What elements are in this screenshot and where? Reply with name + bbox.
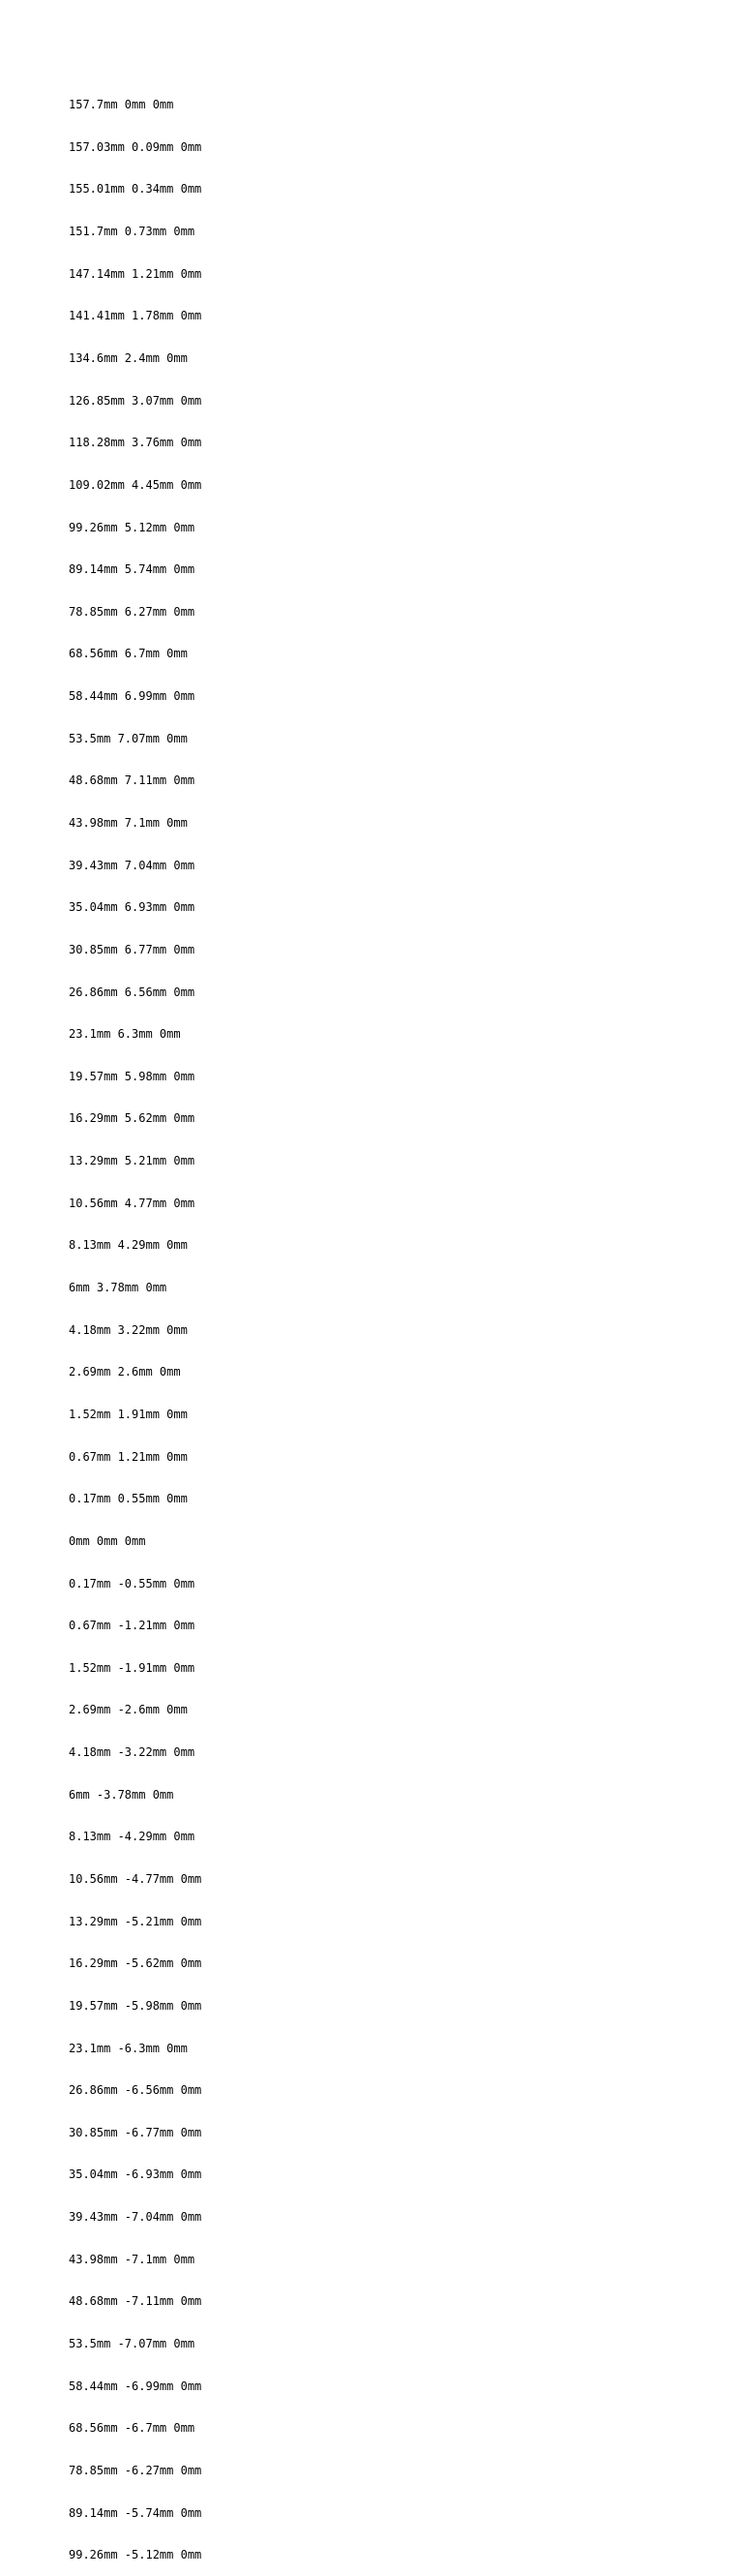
coordinate-line: 30.85mm 6.77mm 0mm bbox=[69, 942, 195, 956]
coordinate-line: 10.56mm 4.77mm 0mm bbox=[69, 1196, 195, 1210]
coordinate-line: 157.7mm 0mm 0mm bbox=[69, 98, 174, 112]
coordinate-line: 23.1mm 6.3mm 0mm bbox=[69, 1027, 181, 1042]
coordinate-line: 141.41mm 1.78mm 0mm bbox=[69, 309, 202, 323]
coordinate-line: 155.01mm 0.34mm 0mm bbox=[69, 182, 202, 197]
coordinate-line: 4.18mm -3.22mm 0mm bbox=[69, 1745, 195, 1760]
coordinate-line: 53.5mm 7.07mm 0mm bbox=[69, 731, 188, 745]
coordinate-line: 19.57mm -5.98mm 0mm bbox=[69, 1998, 202, 2013]
coordinate-line: 4.18mm 3.22mm 0mm bbox=[69, 1322, 188, 1337]
coordinate-line: 8.13mm -4.29mm 0mm bbox=[69, 1830, 195, 1844]
coordinate-line: 0.67mm -1.21mm 0mm bbox=[69, 1619, 195, 1633]
coordinate-line: 43.98mm 7.1mm 0mm bbox=[69, 815, 188, 830]
coordinate-line: 30.85mm -6.77mm 0mm bbox=[69, 2125, 202, 2139]
coordinate-line: 78.85mm 6.27mm 0mm bbox=[69, 604, 195, 619]
coordinate-line: 109.02mm 4.45mm 0mm bbox=[69, 477, 202, 492]
coordinate-line: 151.7mm 0.73mm 0mm bbox=[69, 225, 195, 239]
coordinate-line: 0.67mm 1.21mm 0mm bbox=[69, 1449, 188, 1464]
coordinate-line: 134.6mm 2.4mm 0mm bbox=[69, 350, 188, 365]
coordinate-list bbox=[69, 70, 201, 2576]
coordinate-line: 6mm -3.78mm 0mm bbox=[69, 1787, 174, 1802]
coordinate-line: 68.56mm -6.7mm 0mm bbox=[69, 2421, 195, 2436]
coordinate-line: 99.26mm 5.12mm 0mm bbox=[69, 520, 195, 534]
coordinate-line: 35.04mm -6.93mm 0mm bbox=[69, 2167, 202, 2182]
coordinate-line: 0mm 0mm 0mm bbox=[69, 1533, 146, 1548]
coordinate-line: 157.03mm 0.09mm 0mm bbox=[69, 139, 202, 154]
coordinate-line: 2.69mm -2.6mm 0mm bbox=[69, 1703, 188, 1717]
coordinate-line: 8.13mm 4.29mm 0mm bbox=[69, 1238, 188, 1253]
coordinate-line: 6mm 3.78mm 0mm bbox=[69, 1281, 167, 1295]
coordinate-line: 53.5mm -7.07mm 0mm bbox=[69, 2337, 195, 2351]
coordinate-line: 68.56mm 6.7mm 0mm bbox=[69, 647, 188, 661]
coordinate-line: 0.17mm -0.55mm 0mm bbox=[69, 1576, 195, 1591]
coordinate-line: 39.43mm 7.04mm 0mm bbox=[69, 858, 195, 872]
coordinate-line: 58.44mm -6.99mm 0mm bbox=[69, 2379, 202, 2393]
coordinate-line: 89.14mm -5.74mm 0mm bbox=[69, 2505, 202, 2520]
coordinate-line: 2.69mm 2.6mm 0mm bbox=[69, 1365, 181, 1379]
coordinate-line: 89.14mm 5.74mm 0mm bbox=[69, 562, 195, 577]
coordinate-line: 39.43mm -7.04mm 0mm bbox=[69, 2210, 202, 2225]
coordinate-line: 0.17mm 0.55mm 0mm bbox=[69, 1492, 188, 1506]
coordinate-line: 58.44mm 6.99mm 0mm bbox=[69, 689, 195, 704]
coordinate-line: 147.14mm 1.21mm 0mm bbox=[69, 266, 202, 281]
coordinate-line: 126.85mm 3.07mm 0mm bbox=[69, 393, 202, 408]
coordinate-line: 16.29mm 5.62mm 0mm bbox=[69, 1111, 195, 1126]
coordinate-line: 43.98mm -7.1mm 0mm bbox=[69, 2252, 195, 2266]
coordinate-line: 48.68mm 7.11mm 0mm bbox=[69, 773, 195, 788]
coordinate-line: 16.29mm -5.62mm 0mm bbox=[69, 1956, 202, 1971]
coordinate-line: 118.28mm 3.76mm 0mm bbox=[69, 436, 202, 450]
coordinate-line: 26.86mm 6.56mm 0mm bbox=[69, 985, 195, 999]
coordinate-line: 23.1mm -6.3mm 0mm bbox=[69, 2041, 188, 2055]
coordinate-line: 10.56mm -4.77mm 0mm bbox=[69, 1872, 202, 1886]
coordinate-line: 99.26mm -5.12mm 0mm bbox=[69, 2548, 202, 2562]
coordinate-line: 19.57mm 5.98mm 0mm bbox=[69, 1069, 195, 1083]
coordinate-line: 1.52mm 1.91mm 0mm bbox=[69, 1407, 188, 1421]
coordinate-line: 26.86mm -6.56mm 0mm bbox=[69, 2083, 202, 2098]
coordinate-line: 13.29mm 5.21mm 0mm bbox=[69, 1154, 195, 1168]
coordinate-line: 1.52mm -1.91mm 0mm bbox=[69, 1660, 195, 1675]
coordinate-line: 48.68mm -7.11mm 0mm bbox=[69, 2294, 202, 2309]
coordinate-line: 78.85mm -6.27mm 0mm bbox=[69, 2463, 202, 2477]
coordinate-line: 13.29mm -5.21mm 0mm bbox=[69, 1914, 202, 1928]
coordinate-line: 35.04mm 6.93mm 0mm bbox=[69, 900, 195, 915]
